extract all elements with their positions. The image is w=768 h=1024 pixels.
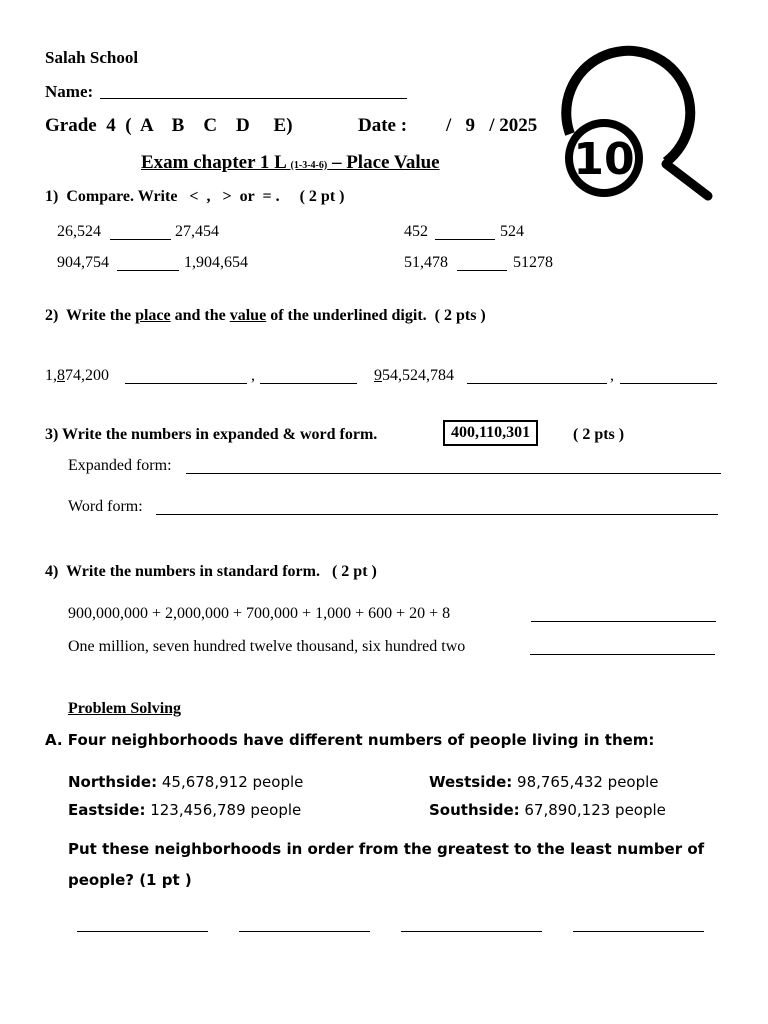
order-answer-line-4[interactable] xyxy=(573,931,704,932)
q2-place-word: place xyxy=(135,307,171,324)
order-answer-line-3[interactable] xyxy=(401,931,542,932)
problem-question-line1: Put these neighborhoods in order from the greatest to the least number of xyxy=(68,840,705,858)
q2-number-1: 1,874,200 xyxy=(45,367,109,384)
school-name: Salah School xyxy=(45,48,139,67)
q1-c-right: 1,904,654 xyxy=(184,254,248,271)
q1-heading: 1) Compare. Write < , > or = . ( 2 pt ) xyxy=(45,188,345,205)
q4-answer-line-1[interactable] xyxy=(531,621,716,622)
lesson-numbers: (1-3-4-6) xyxy=(290,160,328,171)
word-form-line[interactable] xyxy=(156,514,718,515)
q1-a-left: 26,524 xyxy=(57,223,101,240)
q1-a-blank[interactable] xyxy=(110,239,171,240)
problem-solving-title: Problem Solving xyxy=(68,700,182,717)
logo-number: 10 xyxy=(573,134,635,185)
name-line[interactable] xyxy=(100,98,407,99)
q2-value-blank-1[interactable] xyxy=(260,383,357,384)
grade-options: Grade 4 ( A B C D E) xyxy=(45,115,293,136)
q1-d-right: 51278 xyxy=(513,254,553,271)
word-form-label: Word form: xyxy=(68,498,143,515)
q4-answer-line-2[interactable] xyxy=(530,654,715,655)
q4-heading: 4) Write the numbers in standard form. ( 2 pt ) xyxy=(45,563,377,580)
q2-value-word: value xyxy=(229,307,267,324)
exam-title: Exam chapter 1 L (1-3-4-6) – Place Value xyxy=(141,152,440,173)
neighborhood-eastside: Eastside: 123,456,789 people xyxy=(68,801,302,819)
date-label: Date : xyxy=(358,115,408,136)
q4-words: One million, seven hundred twelve thousand, six hundred two xyxy=(68,638,466,655)
q2-number-2: 954,524,784 xyxy=(374,367,454,384)
q2-heading: 2) Write the place and the value of the underlined digit. ( 2 pts ) xyxy=(45,307,486,324)
expanded-form-label: Expanded form: xyxy=(68,457,172,474)
order-answer-line-2[interactable] xyxy=(239,931,370,932)
problem-question-line2: people? (1 pt ) xyxy=(68,871,192,889)
neighborhood-northside: Northside: 45,678,912 people xyxy=(68,773,304,791)
q1-b-left: 452 xyxy=(404,223,428,240)
q3-points: ( 2 pts ) xyxy=(573,426,625,443)
neighborhood-southside: Southside: 67,890,123 people xyxy=(429,801,666,819)
order-answer-line-1[interactable] xyxy=(77,931,208,932)
q2-underlined-digit-2: 9 xyxy=(374,367,382,384)
q1-a-right: 27,454 xyxy=(175,223,219,240)
q3-heading: 3) Write the numbers in expanded & word form. xyxy=(45,426,378,443)
q3-number-box: 400,110,301 xyxy=(443,420,538,446)
q2-comma-2: , xyxy=(610,367,614,384)
q1-c-left: 904,754 xyxy=(57,254,109,271)
magnifier-ten-logo xyxy=(560,44,716,202)
q1-d-blank[interactable] xyxy=(457,270,507,271)
q2-underlined-digit-1: 8 xyxy=(57,367,65,384)
q2-place-blank-1[interactable] xyxy=(125,383,247,384)
problem-intro: A. Four neighborhoods have different numbers of people living in them: xyxy=(45,731,655,749)
neighborhood-westside: Westside: 98,765,432 people xyxy=(429,773,659,791)
q1-b-blank[interactable] xyxy=(435,239,495,240)
q1-c-blank[interactable] xyxy=(117,270,179,271)
date-value: / 9 / 2025 xyxy=(446,115,538,136)
q2-place-blank-2[interactable] xyxy=(467,383,607,384)
expanded-form-line[interactable] xyxy=(186,473,721,474)
q2-value-blank-2[interactable] xyxy=(620,383,717,384)
q1-b-right: 524 xyxy=(500,223,524,240)
q1-d-left: 51,478 xyxy=(404,254,448,271)
name-label: Name: xyxy=(45,82,94,101)
q4-expression: 900,000,000 + 2,000,000 + 700,000 + 1,000 + 600 + 20 + 8 xyxy=(68,605,451,622)
q2-comma-1: , xyxy=(251,367,255,384)
